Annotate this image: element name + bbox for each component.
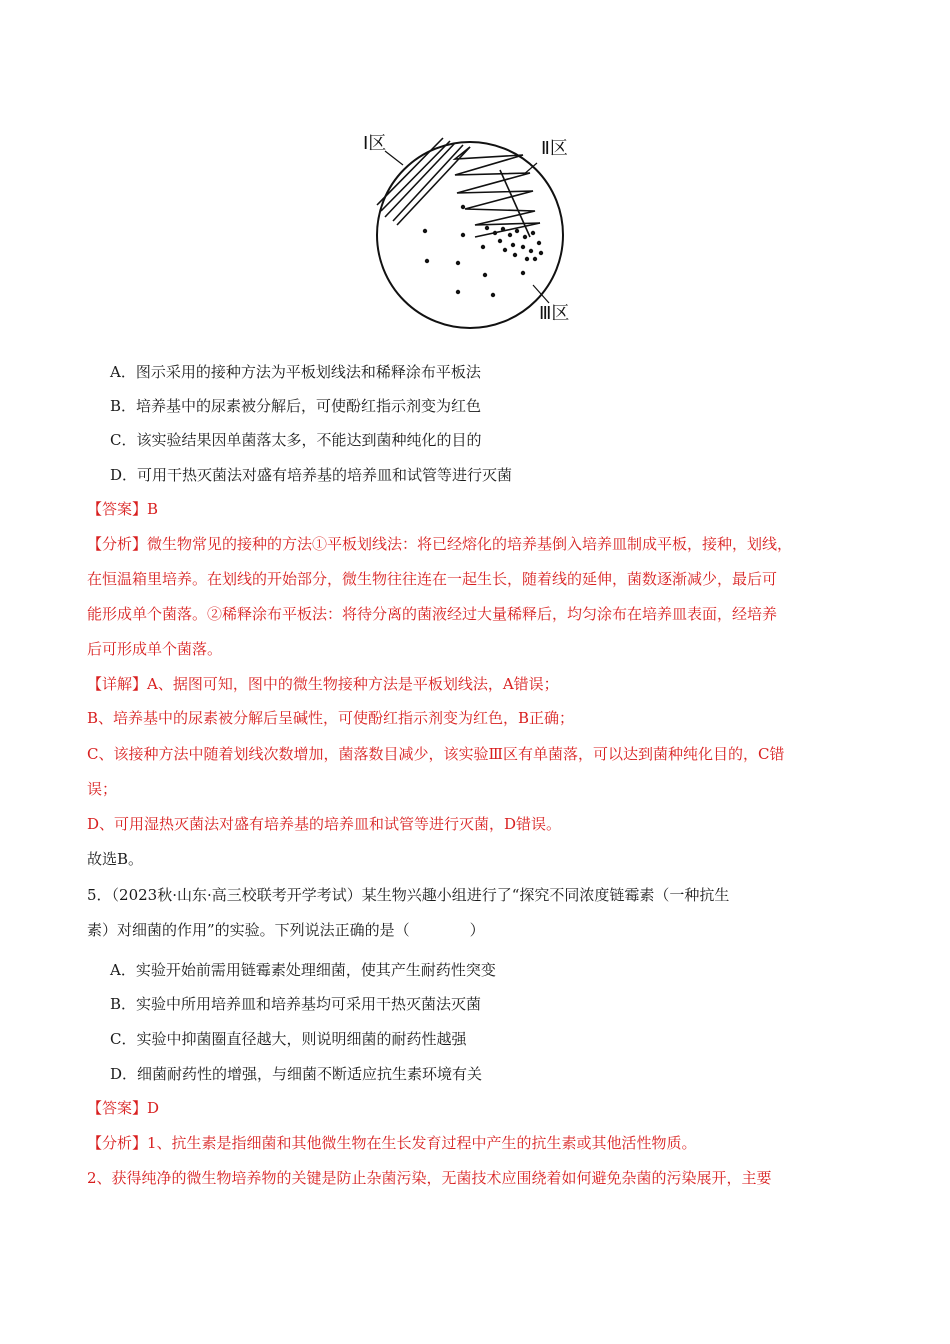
q4-answer: 【答案】B — [87, 500, 159, 518]
q4-analysis-line-4: 后可形成单个菌落。 — [87, 640, 223, 658]
colonies — [423, 205, 543, 297]
q5-analysis-line-2: 2、获得纯净的微生物培养物的关键是防止杂菌污染，无菌技术应围绕着如何避免杂菌的污染展开，主要 — [87, 1169, 772, 1187]
q4-analysis-line-3: 能形成单个菌落。②稀释涂布平板法：将待分离的菌液经过大量稀释后，均匀涂布在培养皿表面，经培养 — [87, 605, 778, 623]
q4-option-c: C．该实验结果因单菌落太多，不能达到菌种纯化的目的 — [110, 431, 482, 449]
streak-plate-figure — [355, 125, 595, 330]
q5-stem-line-1: 5．（2023秋·山东·高三校联考开学考试）某生物兴趣小组进行了“探究不同浓度链霉素（一种抗生 — [87, 886, 730, 904]
q5-option-b: B．实验中所用培养皿和培养基均可采用干热灭菌法灭菌 — [110, 995, 482, 1013]
region3-streak — [500, 170, 530, 237]
q5-analysis-line-1: 【分析】1、抗生素是指细菌和其他微生物在生长发育过程中产生的抗生素或其他活性物质。 — [87, 1134, 697, 1152]
q5-option-c: C．实验中抑菌圈直径越大，则说明细菌的耐药性越强 — [110, 1030, 467, 1048]
q4-analysis-line-2: 在恒温箱里培养。在划线的开始部分，微生物往往连在一起生长，随着线的延伸，菌数逐渐减少，最后可 — [87, 570, 778, 588]
q4-detail-line-4: 误； — [87, 780, 118, 798]
q5-answer: 【答案】D — [87, 1099, 160, 1117]
q4-detail-line-1: 【详解】A、据图可知，图中的微生物接种方法是平板划线法，A错误； — [87, 675, 559, 693]
region2-label: Ⅱ区 — [541, 138, 568, 158]
q4-detail-line-5: D、可用湿热灭菌法对盛有培养基的培养皿和试管等进行灭菌，D错误。 — [87, 815, 562, 833]
q4-detail-line-2: B、培养基中的尿素被分解后呈碱性，可使酚红指示剂变为红色，B正确； — [87, 709, 575, 727]
q5-stem-line-2: 素）对细菌的作用”的实验。下列说法正确的是（ ） — [87, 921, 485, 939]
q5-option-d: D．细菌耐药性的增强，与细菌不断适应抗生素环境有关 — [110, 1065, 483, 1083]
q5-option-a: A．实验开始前需用链霉素处理细菌，使其产生耐药性突变 — [110, 961, 496, 979]
region1-streaks — [377, 138, 470, 225]
q4-option-d: D．可用干热灭菌法对盛有培养基的培养皿和试管等进行灭菌 — [110, 466, 513, 484]
region2-streaks — [455, 147, 540, 225]
q4-option-a: A．图示采用的接种方法为平板划线法和稀释涂布平板法 — [110, 363, 481, 381]
q4-detail-line-3: C、该接种方法中随着划线次数增加，菌落数目减少，该实验Ⅲ区有单菌落，可以达到菌种纯化目的，C错 — [87, 745, 785, 763]
q4-analysis-line-1: 【分析】微生物常见的接种的方法①平板划线法：将已经熔化的培养基倒入培养皿制成平板，接种，划线， — [87, 535, 793, 553]
q4-option-b: B．培养基中的尿素被分解后，可使酚红指示剂变为红色 — [110, 397, 482, 415]
q4-conclusion: 故选B。 — [87, 850, 144, 868]
region3-label: Ⅲ区 — [539, 303, 570, 323]
region1-label: Ⅰ区 — [363, 133, 387, 153]
